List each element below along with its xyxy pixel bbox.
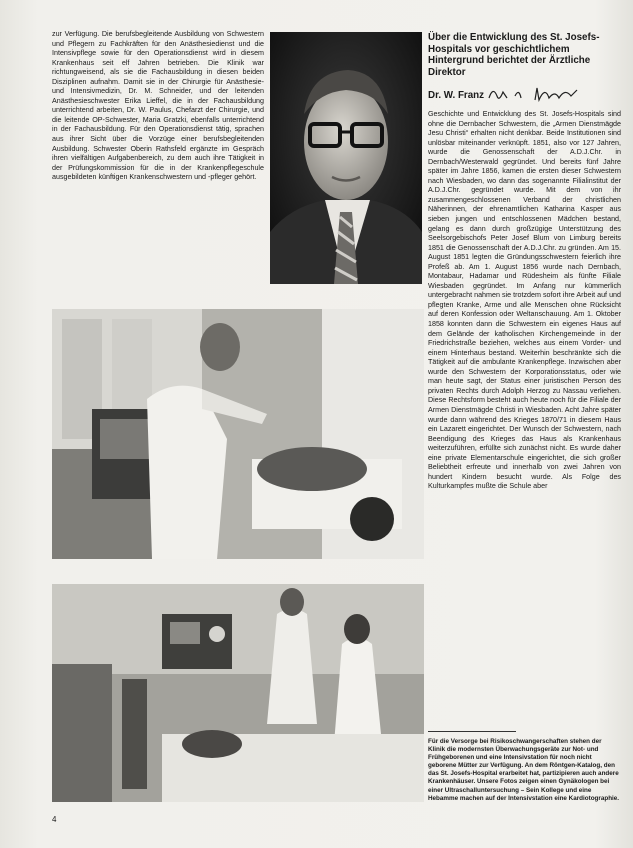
ultrasound-exam-photo [52,309,424,559]
author-name: Dr. W. Franz [428,90,485,101]
caption-divider [428,731,516,732]
article-heading: Über die Entwicklung des St. Josefs-Hospitals vor geschichtlichem Hintergrund berichtet der Ärztliche Direktor [428,32,600,78]
portrait-photo [270,32,422,284]
page-number: 4 [52,815,57,824]
right-column-text: Geschichte und Entwicklung des St. Josefs-Hospitals sind ohne die Dernbacher Schwestern, die „Armen Dienstmägde Jesu Christi“ erhalten nicht denkbar. Beide Institutionen sind unlösbar miteinander verknüpft. 1851, also vor 127 Jahren, wurde die Genossenschaft der A.D.J.Chr. in Dernbach/Westerwald gegründet. Und bereits fünf Jahre später im Jahre 1856, kamen die ersten dieser Schwestern nach Wiesbaden, wo dann das sogenannte Filialinstitut der A.D.J.Chr. gegründet wurde. Mit dem von ihr zusammengeschlossenen Verband der christlichen Näherinnen, der ehrenamtlichen Katharina Kasper aus sieben jungen und entschlossenen Mädchen bestand, gelang es dann durch großzügige Unterstützung des Seelsorgebischofs Peter Josef Blum von Limburg bereits 1851 die Genossenschaft der A.D.J.Chr. zu gründen. Am 15. August 1851 legten die Gründungsschwestern feierlich ihre Profeß ab. Am 1. August 1856 wurde nach Dernbach, Montabaur, Hadamar und Rüdesheim als fünfte Filiale Wiesbaden gegründet. Im Anfang nur kümmerlich untergebracht nahmen sie trotzdem sofort ihre Arbeit auf und pflegten Kranke, Arme und alle Menschen ohne Rücksicht auf deren Konfession oder Weltanschauung. Am 1. Oktober 1858 konnten dann die Schwestern ein eigenes Haus auf dem Gelände der katholischen Kirchengemeinde in der Friedrichstraße beziehen, welches aus einem Vorder- und einem Hinterhaus bestand. Weiterhin beschränkte sich die Tätigkeit auf die ambulante Krankenpflege. Inzwischen aber wurde den Schwestern der Korporationsstatus, oder wie man heute sagt, der Status einer juristischen Person des privaten Rechts durch Adolph Herzog zu Nassau verliehen. Diese Rechtsform besteht auch heute noch für die Filiale der Armen Dienstmägde Christi in Wiesbaden. Acht Jahre später wurde dann während des Krieges 1870/71 in diesem Haus ein Lazarett eingerichtet. Der Wunsch der Schwestern, nach Beendigung des Krieges das Haus als Krankenhaus weiterzuführen, erfüllte sich zunächst nicht. Es wurde daher eine private Elementarschule eingerichtet, die sich großer Beliebtheit erfreute und innerhalb von zwei Jahren von hundert Kindern besucht wurde. Als Folge des Kulturkampfes mußte die Schule aber [428,110,621,491]
intensive-care-illustration [52,584,424,802]
photo-caption: Für die Versorge bei Risikoschwangerschaften stehen der Klinik die modernsten Überwachungsgeräte zur Not- und Frühgeborenen und eine Intensivstation für noch nicht geborene Mütter zur Verfügung. An dem Röntgen-Katalog, den das St. Josefs-Hospital erarbeitet hat, partizipieren auch andere Krankenhäuser. Unsere Fotos zeigen einen Gynäkologen bei einer Ultraschalluntersuchung – Sein Kollege und eine Hebamme machen auf der Intensivstation eine Kardiotographie. [428,738,620,802]
portrait-illustration [270,32,422,284]
left-column-text: zur Verfügung. Die berufsbegleitende Ausbildung von Schwestern und Pflegern zu Fachkräften für den Anästhesiedienst und die Intensivpflege sowie für den Operationsdienst wird in diesem Krankenhaus seit elf Jahren betrieben. Die Klinik war richtungweisend, als sie die Fachausbildung in diesen beiden Disziplinen aufnahm. Damit sie in der Chirurgie für Anästhesie- und Intensivmedizin, Dr. M. Schneider, und der leitenden Anästhesieschwester Erika Lieffel, die in der Fachausbildung unterrichtend arbeiten, Dr. W. Paulus, Chefarzt der Chirurgie, und die leitende OP-Schwester, Maria Gratzki, ebenfalls unterrichtend in der Fachausbildung. Für den Operationsdienst tätig, sprachen aus ihrer Sicht über die Vorzüge einer berufsbegleitenden Ausbildung. Schwester Oberin Rathsfeld ergänzte im Gespräch ihren vielfältigen Aufgabenbereich, zu dem auch ihre Tätigkeit in der Prüfungskommission für die in der Krankenpflegeschule ausgebildeten künftigen Krankenschwestern und -pfleger gehört. [52,30,264,182]
signature-mark [485,82,605,104]
ultrasound-illustration [52,309,424,559]
intensive-care-photo [52,584,424,802]
